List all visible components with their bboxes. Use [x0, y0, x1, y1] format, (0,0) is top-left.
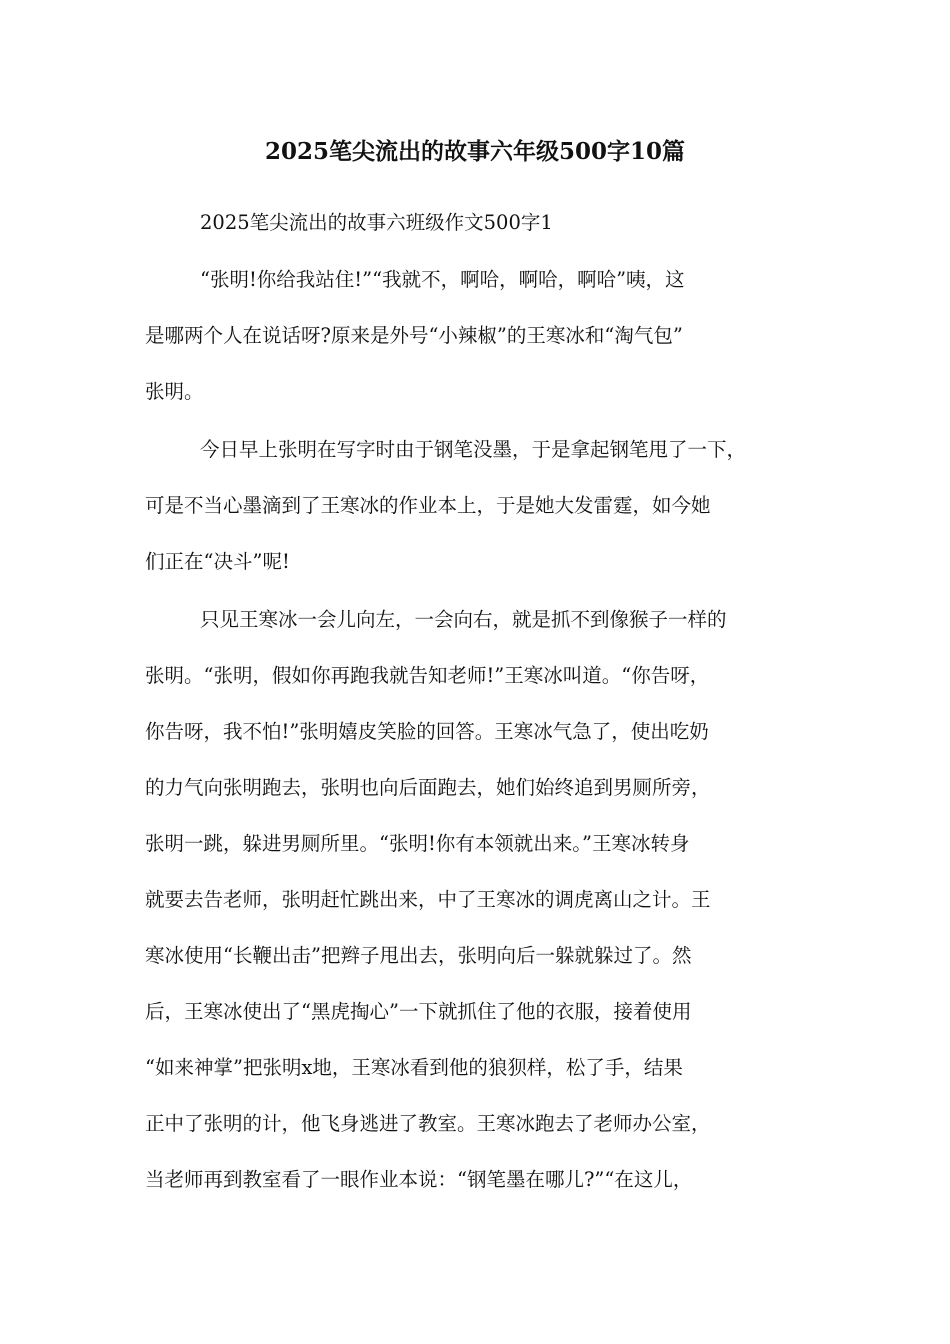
document-title: 2025笔尖流出的故事六年级500字10篇: [264, 138, 686, 165]
text-line: “张明!你给我站住!”“我就不，啊哈，啊哈，啊哈”咦，这: [200, 268, 685, 291]
text-line: 张明一跳，躲进男厕所里。“张明!你有本领就出来。”王寒冰转身: [145, 832, 690, 855]
text-line: 就要去告老师，张明赶忙跳出来，中了王寒冰的调虎离山之计。王: [145, 888, 711, 911]
text-line: 张明。“张明，假如你再跑我就告知老师!”王寒冰叫道。“你告呀，: [145, 664, 710, 687]
text-line: “如来神掌”把张明x地，王寒冰看到他的狼狈样，松了手，结果: [145, 1056, 683, 1079]
text-line: 是哪两个人在说话呀?原来是外号“小辣椒”的王寒冰和“淘气包”: [145, 324, 683, 347]
text-line: 今日早上张明在写字时由于钢笔没墨，于是拿起钢笔甩了一下，: [200, 438, 747, 461]
text-line: 的力气向张明跑去，张明也向后面跑去，她们始终追到男厕所旁，: [145, 776, 711, 799]
text-line: 当老师再到教室看了一眼作业本说：“钢笔墨在哪儿?”“在这儿，: [145, 1168, 693, 1191]
text-line: 正中了张明的计，他飞身逃进了教室。王寒冰跑去了老师办公室，: [145, 1112, 711, 1135]
text-line: 张明。: [145, 380, 204, 403]
text-line: 只见王寒冰一会儿向左，一会向右，就是抓不到像猴子一样的: [200, 608, 727, 631]
text-line: 们正在“决斗”呢!: [145, 550, 290, 573]
text-line: 后，王寒冰使出了“黑虎掏心”一下就抓住了他的衣服，接着使用: [145, 1000, 692, 1023]
text-line: 寒冰使用“长鞭出击”把辫子甩出去，张明向后一躲就躲过了。然: [145, 944, 692, 967]
text-line: 你告呀，我不怕!”张明嬉皮笑脸的回答。王寒冰气急了，使出吃奶: [145, 720, 709, 743]
essay-heading: 2025笔尖流出的故事六班级作文500字1: [200, 211, 553, 234]
text-line: 可是不当心墨滴到了王寒冰的作业本上，于是她大发雷霆，如今她: [145, 494, 711, 517]
